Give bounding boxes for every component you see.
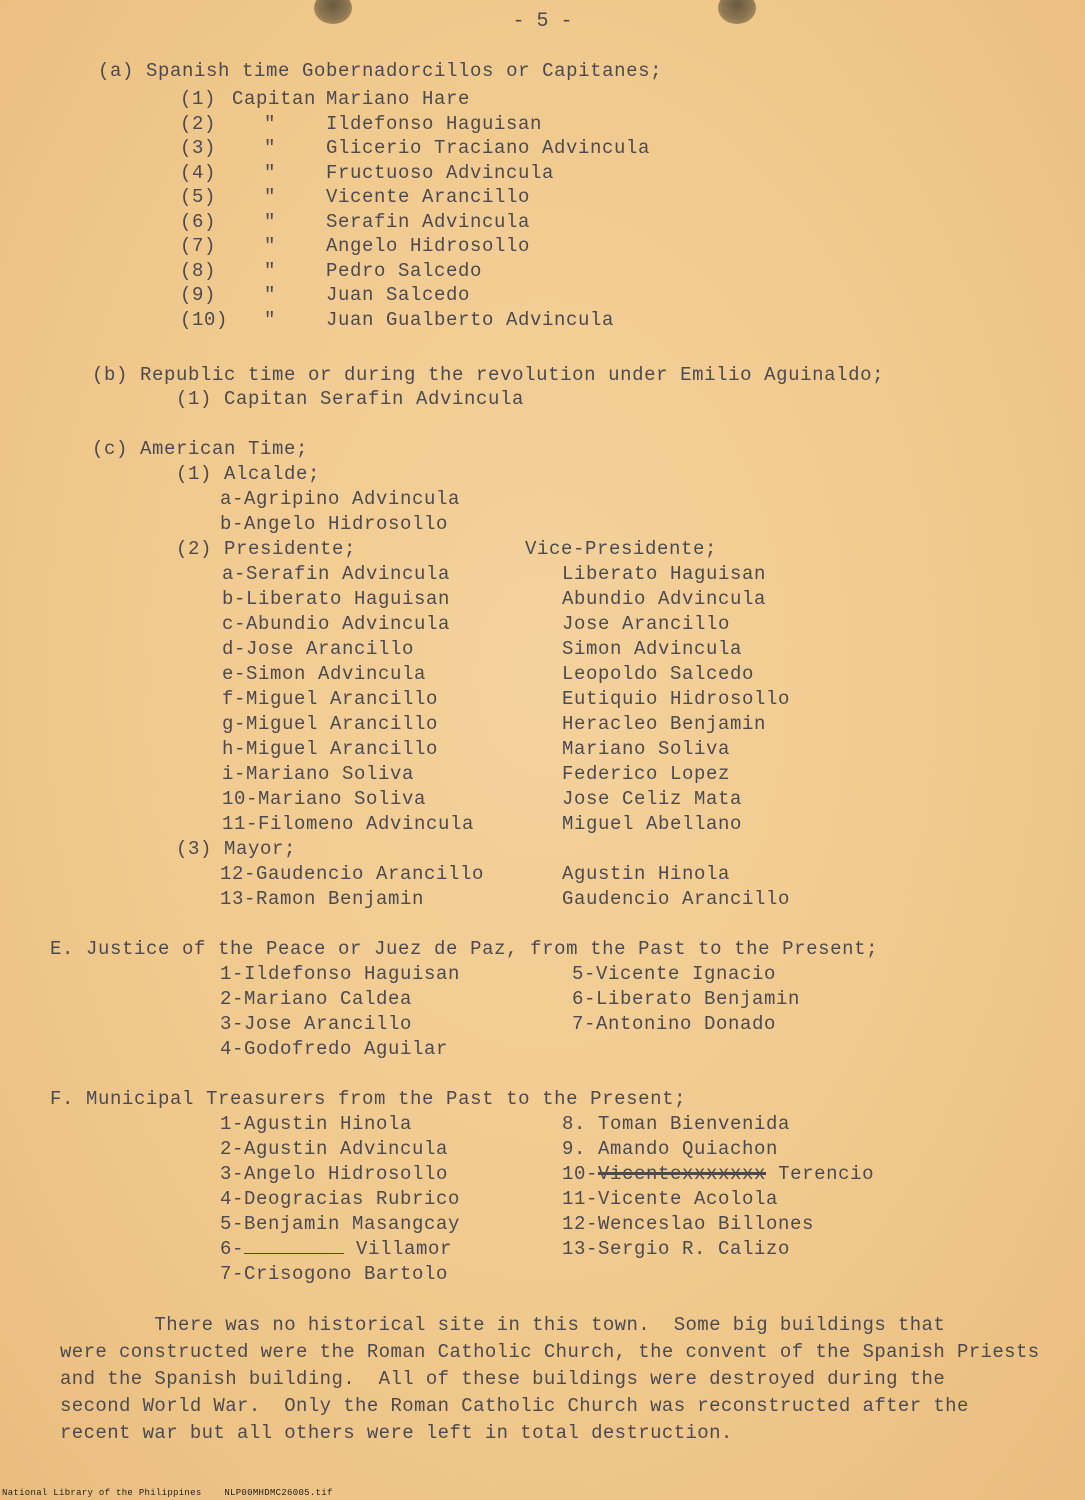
capitan-title: " [264, 284, 277, 306]
treasurer-item: 11-Vicente Acolola [562, 1188, 779, 1210]
treasurer-surname: Terencio [778, 1163, 875, 1185]
treasurer-item: 9. Amando Quiachon [562, 1138, 779, 1160]
justice-item: 1-Ildefonso Haguisan [220, 963, 461, 985]
presidente-item: c-Abundio Advincula [222, 613, 451, 635]
page-number: - 5 - [512, 10, 573, 33]
presidente-item: e-Simon Advincula [222, 663, 427, 685]
capitan-title: " [264, 259, 277, 282]
presidente-item: d-Jose Arancillo [222, 638, 415, 660]
capitan-name: Juan Gualberto Advincula [326, 308, 615, 331]
justice-item: 3-Jose Arancillo [220, 1013, 413, 1035]
paragraph-line: were constructed were the Roman Catholic Church, the convent of the Spanish Priests [60, 1341, 1040, 1363]
justice-item: 5-Vicente Ignacio [572, 963, 777, 985]
vice-presidente-item: Federico Lopez [562, 763, 731, 785]
capitan-number: (3) [180, 137, 217, 159]
capitan-title: Capitan [232, 88, 317, 110]
mayor-item: 13-Ramon Benjamin [220, 888, 425, 910]
presidente-item: a-Serafin Advincula [222, 563, 451, 585]
capitan-number: (2) [180, 112, 217, 135]
section-e-heading: E. Justice of the Peace or Juez de Paz, from the Past to the Present; [50, 938, 879, 960]
treasurer-item: 3-Angelo Hidrosollo [220, 1163, 449, 1185]
section-f-heading: F. Municipal Treasurers from the Past to the Present; [50, 1088, 687, 1110]
capitan-title: " [264, 112, 277, 135]
treasurer-item: 7-Crisogono Bartolo [220, 1263, 449, 1285]
capitan-number: (10) [180, 308, 229, 331]
mayor-item: 12-Gaudencio Arancillo [220, 863, 485, 885]
mayor-vice-item: Agustin Hinola [562, 863, 731, 885]
capitan-name: Serafin Advincula [326, 210, 531, 233]
capitan-name: Pedro Salcedo [326, 259, 483, 282]
vice-presidente-item: Abundio Advincula [562, 588, 767, 610]
presidente-heading: (2) Presidente; [176, 538, 357, 560]
treasurer-item: 12-Wenceslao Billones [562, 1213, 815, 1235]
paragraph-line: and the Spanish building. All of these buildings were destroyed during the [60, 1368, 946, 1390]
treasurer-surname: Villamor [356, 1238, 453, 1260]
mayor-vice-item: Gaudencio Arancillo [562, 888, 791, 910]
vice-presidente-item: Jose Arancillo [562, 613, 731, 635]
capitan-name: Vicente Arancillo [326, 186, 531, 208]
presidente-item: 10-Mariano Soliva [222, 788, 427, 810]
capitan-name: Mariano Hare [326, 88, 471, 110]
mayor-heading: (3) Mayor; [176, 838, 297, 860]
archive-footer: National Library of the Philippines NLP00MHDMC26005.tif [2, 1488, 333, 1498]
justice-item: 7-Antonino Donado [572, 1013, 777, 1035]
treasurer-item: 8. Toman Bienvenida [562, 1113, 791, 1135]
presidente-item: g-Miguel Arancillo [222, 713, 439, 735]
section-b-item: (1) Capitan Serafin Advincula [176, 388, 525, 410]
capitan-name: Juan Salcedo [326, 284, 471, 306]
alcalde-item: a-Agripino Advincula [220, 488, 461, 510]
capitan-title: " [264, 161, 277, 184]
vice-presidente-item: Leopoldo Salcedo [562, 663, 755, 685]
section-b-heading: (b) Republic time or during the revolution under Emilio Aguinaldo; [92, 364, 885, 386]
vice-presidente-item: Eutiquio Hidrosollo [562, 688, 791, 710]
capitan-name: Glicerio Traciano Advincula [326, 137, 651, 159]
presidente-item: i-Mariano Soliva [222, 763, 415, 785]
capitan-number: (7) [180, 235, 217, 257]
treasurer-item: 5-Benjamin Masangcay [220, 1213, 461, 1235]
treasurer-item-corrected [562, 1163, 874, 1185]
treasurer-item: 13-Sergio R. Calizo [562, 1238, 791, 1260]
capitan-title: " [264, 308, 277, 331]
paragraph-line: There was no historical site in this town. Some big buildings that [60, 1314, 946, 1336]
presidente-item: h-Miguel Arancillo [222, 738, 439, 760]
struck-text: Vicentexxxxxxx [598, 1163, 767, 1185]
blank-line [244, 1239, 344, 1254]
alcalde-heading: (1) Alcalde; [176, 463, 321, 485]
presidente-item: f-Miguel Arancillo [222, 688, 439, 710]
vice-presidente-item: Mariano Soliva [562, 738, 731, 760]
vice-presidente-item: Miguel Abellano [562, 813, 743, 835]
treasurer-item: 2-Agustin Advincula [220, 1138, 449, 1160]
capitan-number: (5) [180, 186, 217, 208]
justice-item: 6-Liberato Benjamin [572, 988, 801, 1010]
vice-presidente-item: Liberato Haguisan [562, 563, 767, 585]
vice-presidente-item: Jose Celiz Mata [562, 788, 743, 810]
capitan-number: (1) [180, 88, 217, 110]
capitan-name: Ildefonso Haguisan [326, 112, 543, 135]
paragraph-line: second World War. Only the Roman Catholic Church was reconstructed after the [60, 1395, 969, 1417]
treasurer-item: 1-Agustin Hinola [220, 1113, 413, 1135]
capitan-number: (6) [180, 210, 217, 233]
capitan-title: " [264, 210, 277, 233]
justice-item: 4-Godofredo Aguilar [220, 1038, 449, 1060]
section-c-heading: (c) American Time; [92, 438, 309, 460]
section-a-heading: (a) Spanish time Gobernadorcillos or Capitanes; [98, 60, 663, 82]
capitan-name: Angelo Hidrosollo [326, 235, 531, 257]
capitan-number: (9) [180, 284, 217, 306]
treasurer-number: 6- [220, 1238, 245, 1260]
presidente-item: 11-Filomeno Advincula [222, 813, 475, 835]
treasurer-number: 10- [562, 1163, 599, 1185]
paragraph-line: recent war but all others were left in total destruction. [60, 1422, 733, 1444]
capitan-name: Fructuoso Advincula [326, 161, 555, 184]
capitan-number: (8) [180, 259, 217, 282]
capitan-title: " [264, 137, 277, 159]
treasurer-item: 4-Deogracias Rubrico [220, 1188, 461, 1210]
capitan-title: " [264, 235, 277, 257]
capitan-title: " [264, 186, 277, 208]
alcalde-item: b-Angelo Hidrosollo [220, 513, 449, 535]
vice-presidente-item: Heracleo Benjamin [562, 713, 767, 735]
vice-presidente-heading: Vice-Presidente; [525, 538, 718, 560]
treasurer-item-blank [220, 1238, 452, 1260]
historical-site-paragraph [60, 1312, 1070, 1447]
capitan-number: (4) [180, 161, 217, 184]
presidente-item: b-Liberato Haguisan [222, 588, 451, 610]
justice-item: 2-Mariano Caldea [220, 988, 413, 1010]
vice-presidente-item: Simon Advincula [562, 638, 743, 660]
